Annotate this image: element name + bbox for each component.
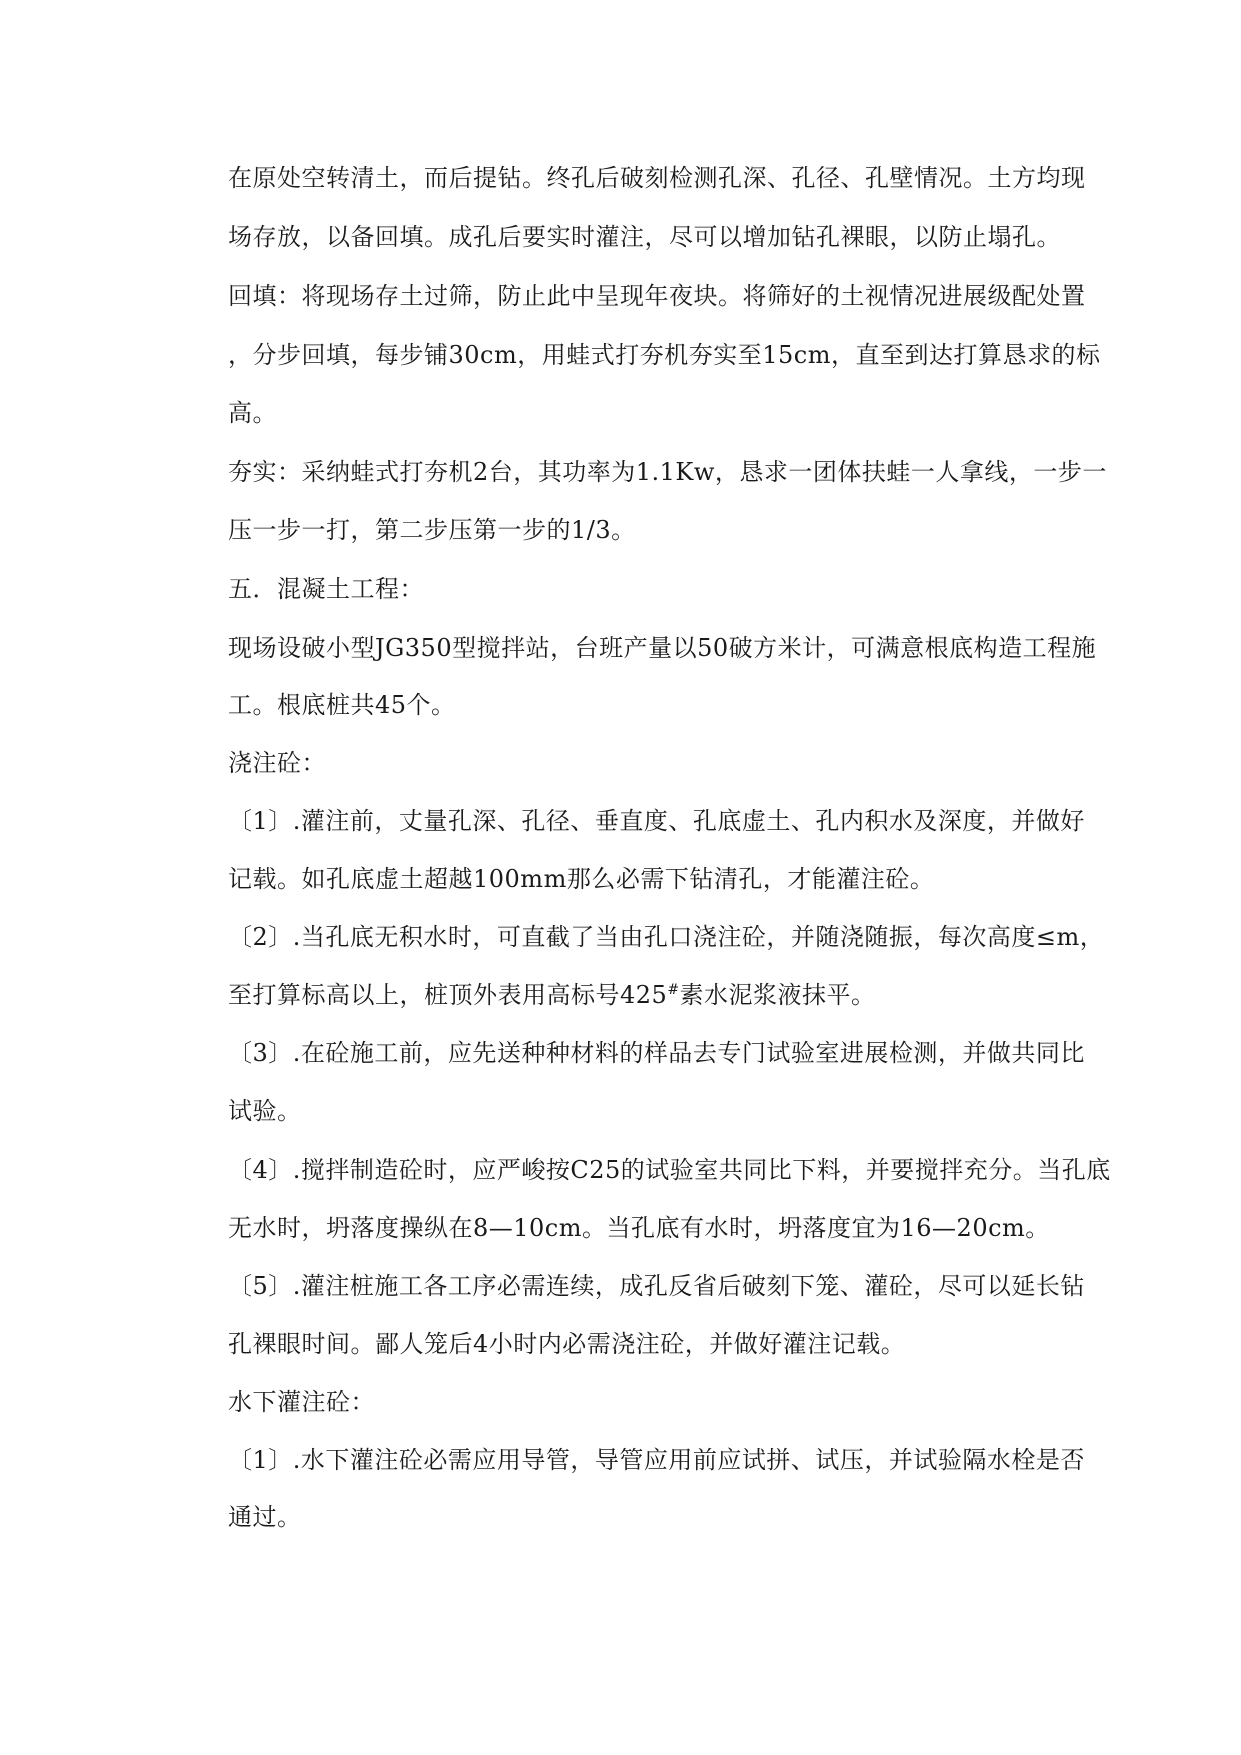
subheading: 浇注砼： [228,749,326,777]
text-line: 现场设破小型JG350型搅拌站，台班产量以50破方米计，可满意根底构造工程施 [228,634,1097,662]
subheading: 水下灌注砼： [228,1388,375,1416]
superscript-mark: # [667,982,680,998]
text-line: 〔1〕.水下灌注砼必需应用导管，导管应用前应试拼、试压，并试验隔水栓是否 [228,1446,1085,1474]
text-line: 〔1〕.灌注前，丈量孔深、孔径、垂直度、孔底虚土、孔内积水及深度，并做好 [228,807,1085,835]
text-line: 回填：将现场存土过筛，防止此中呈现年夜块。将筛好的土视情况进展级配处置 [228,282,1086,310]
text-line: 记载。如孔底虚土超越100mm那么必需下钻清孔，才能灌注砼。 [228,865,935,893]
text-line: 〔4〕.搅拌制造砼时，应严峻按C25的试验室共同比下料，并要搅拌充分。当孔底 [228,1156,1111,1184]
text-line: 〔5〕.灌注桩施工各工序必需连续，成孔反省后破刻下笼、灌砼，尽可以延长钻 [228,1272,1085,1300]
section-heading: 五．混凝土工程： [228,575,424,603]
text-line: ，分步回填，每步铺30cm，用蛙式打夯机夯实至15cm，直至到达打算恳求的标 [228,341,1101,369]
text-line [228,980,1128,1010]
text-line: 高。 [228,399,277,427]
text-line: 场存放，以备回填。成孔后要实时灌注，尽可以增加钻孔裸眼，以防止塌孔。 [228,223,1061,251]
text-line: 在原处空转清土，而后提钻。终孔后破刻检测孔深、孔径、孔壁情况。土方均现 [228,164,1086,192]
text-line: 压一步一打，第二步压第一步的1/3。 [228,516,636,544]
text-line: 〔3〕.在砼施工前，应先送种种材料的样品去专门试验室进展检测，并做共同比 [228,1039,1085,1067]
text-line: 通过。 [228,1503,302,1531]
text-segment: 至打算标高以上，桩顶外表用高标号425 [228,981,668,1009]
text-line: 孔裸眼时间。鄙人笼后4小时内必需浇注砼，并做好灌注记载。 [228,1330,906,1358]
text-segment: 素水泥浆液抹平。 [679,981,876,1009]
text-line: 〔2〕.当孔底无积水时，可直截了当由孔口浇注砼，并随浇随振，每次高度≤m， [228,923,1105,951]
text-line: 夯实：采纳蛙式打夯机2台，其功率为1.1Kw，恳求一团体扶蛙一人拿线，一步一 [228,458,1107,486]
text-line: 试验。 [228,1097,302,1125]
text-line: 无水时，坍落度操纵在8—10cm。当孔底有水时，坍落度宜为16—20cm。 [228,1214,1050,1242]
text-line: 工。根底桩共45个。 [228,691,456,719]
